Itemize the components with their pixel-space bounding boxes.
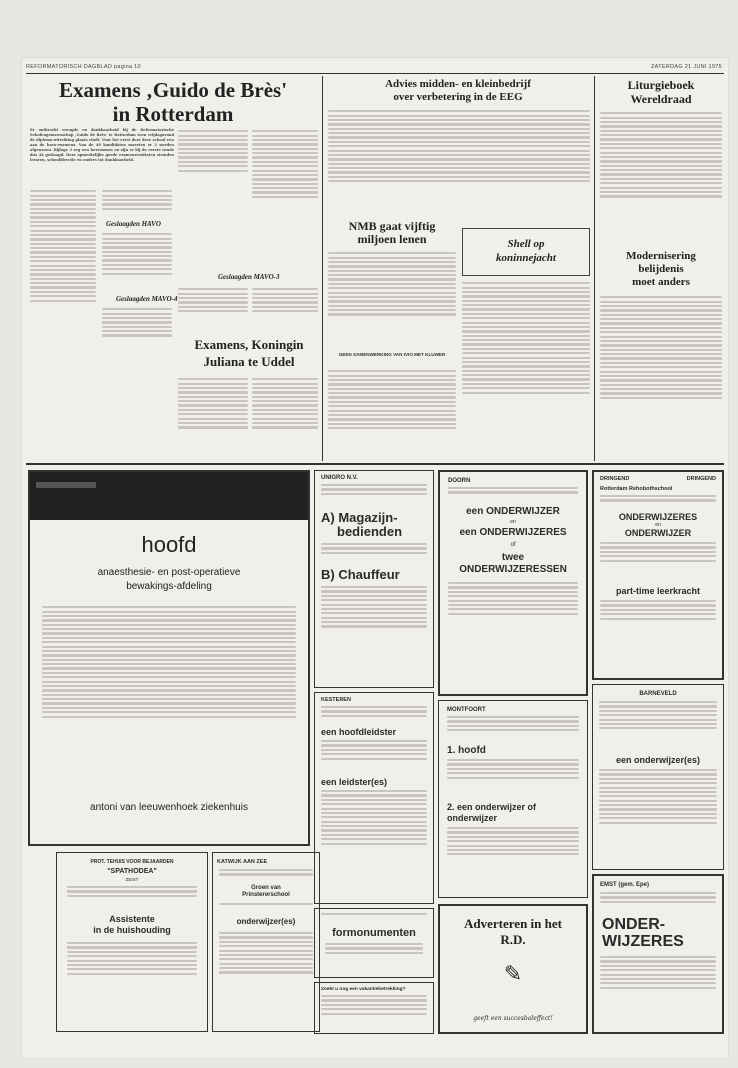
ad-doorn-role1: een ONDERWIJZER (466, 506, 560, 517)
nmb-title-line1: NMB gaat vijftig (348, 219, 436, 233)
ad-doorn-or: of (510, 542, 516, 548)
ad-montfoort (438, 700, 588, 898)
eeg-title-line1: Advies midden- en kleinbedrijf (385, 78, 531, 90)
ad-katwijk-school (213, 885, 319, 899)
rotterdam-col3a (178, 128, 248, 188)
nmb-title-line2: miljoen lenen (357, 232, 427, 246)
ad-barneveld-intro (599, 701, 717, 751)
section-rule (26, 463, 724, 465)
ad-montfoort-title: MONTFOORT (447, 707, 486, 713)
ad-tehuis-role (57, 914, 207, 936)
ad-kesteren-mid (321, 740, 427, 774)
rotterdam-intro: Er ontbreekt vreugde en dankbaarheid bij de Reformatorische Scholengemeenschap ‚Guido de Brès' te Rotterdam toen vrijdagavond de diploma-uitreiking plaats vindt. Voor het eerst doet deze school een aan de havo-examens. Van de 49 kandidaten moesten er 2 worden afgewezen. Rijlage 3 zeg een herexamen en zijn er bij de eerste ronde dus 44 geslaagd. Deze opmerkelijke goede examenresultaten stemden leraren, schooldirectie en ouders tot dankbaarheid. (30, 128, 174, 162)
modernisering-body (600, 294, 722, 460)
ad-hoofd-sub1: anaesthesie- en post-operatieve (97, 567, 241, 578)
rotterdam-col4a (252, 128, 318, 228)
ad-doorn-en: en (510, 519, 516, 525)
rotterdam-sub-mavo3: Geslaagden MAVO-3 (218, 273, 280, 281)
ad-tehuis-city: ZEIST (125, 877, 139, 882)
ad-montfoort-mid (447, 759, 579, 799)
ad-emst-intro (600, 892, 716, 912)
shell-title-line1: Shell op (507, 238, 545, 250)
ad-tehuis (56, 852, 208, 1032)
koningin-headline (178, 336, 320, 370)
ad-doorn-body (448, 582, 578, 646)
ivio-body (328, 368, 456, 460)
ad-rd-title-line2: R.D. (500, 932, 526, 947)
modernisering-title-line2: belijdenis (638, 263, 684, 275)
ad-kesteren-role2: een leidster(es) (321, 777, 388, 787)
ad-montfoort-body (447, 827, 579, 881)
ad-unigro (314, 470, 434, 688)
ad-tehuis-role2: in de huishouding (93, 925, 171, 935)
newspaper-header-left: REFORMATORISCH DAGBLAD pagina 10 (26, 64, 141, 70)
ad-zoekt (314, 982, 434, 1034)
ad-dringend-label2: DRINGEND (686, 476, 716, 482)
ad-doorn-intro (448, 487, 578, 503)
ad-katwijk-body (219, 932, 313, 1012)
ad-montfoort-intro (447, 716, 579, 742)
rotterdam-title-line2: in Rotterdam (112, 102, 234, 126)
ad-unigro-mid (321, 543, 427, 563)
ad-formonumenten-body (325, 943, 423, 967)
ad-dringend-or: en (655, 522, 661, 528)
ad-formonumenten-intro (321, 913, 427, 923)
ad-dringend-role2: ONDERWIJZER (624, 528, 692, 538)
ad-tehuis-title: PROT. TEHUIS VOOR BEJAARDEN (90, 859, 174, 865)
ad-dringend-label1: DRINGEND (600, 476, 630, 482)
ad-hoofd-logo (36, 482, 96, 488)
modernisering-headline (598, 250, 724, 289)
ad-doorn-role2: een ONDERWIJZERES (459, 527, 567, 538)
nmb-body (328, 250, 456, 348)
ad-doorn-role3 (440, 552, 586, 576)
ad-katwijk-school1: Groen van (251, 885, 281, 891)
ad-doorn-role3-a: twee (501, 552, 525, 563)
ad-kesteren-role1: een hoofdleidster (321, 727, 397, 737)
liturgie-headline (598, 78, 724, 106)
ad-montfoort-role1: 1. hoofd (447, 745, 486, 756)
ad-unigro-role2: B) Chauffeur (321, 567, 400, 582)
ad-doorn (438, 470, 588, 696)
rotterdam-col3b (178, 286, 248, 326)
ad-hoofd-title: hoofd (141, 532, 197, 557)
ad-emst-role2: WIJZERES (602, 933, 684, 950)
ad-dringend-school: Rotterdam Rehobothschool (600, 486, 673, 492)
ad-barneveld (592, 684, 724, 870)
rotterdam-col2b (102, 231, 172, 291)
ad-kesteren-body (321, 790, 427, 890)
ad-zoekt-title: Zoekt u nog een vakantiebetrekking? (321, 987, 406, 992)
ad-tehuis-role1: Assistente (109, 914, 155, 924)
koningin-title-line2: Juliana te Uddel (203, 354, 295, 369)
shell-headline (463, 237, 589, 265)
ad-hoofd-footer: antoni van leeuwenhoek ziekenhuis (90, 802, 248, 813)
koningin-col2 (252, 376, 318, 456)
shell-title-line2: koninnejacht (496, 252, 556, 264)
newspaper-page (22, 58, 728, 1058)
ad-kesteren-intro (321, 706, 427, 724)
ad-unigro-role1-a: A) Magazijn- (321, 510, 398, 525)
ad-doorn-title: DOORN (448, 478, 471, 484)
ad-unigro-body (321, 586, 427, 666)
eeg-headline (326, 78, 590, 104)
ad-montfoort-role2: 2. een onderwijzer of onderwijzer (447, 802, 537, 823)
ad-emst-body (600, 956, 716, 1016)
ad-emst (592, 874, 724, 1034)
ad-katwijk-mid (219, 903, 313, 913)
ad-unigro-intro (321, 484, 427, 508)
rotterdam-col1 (30, 188, 96, 348)
rotterdam-col2c (102, 306, 172, 350)
ad-rd-headline (440, 916, 586, 948)
ad-emst-role1: ONDER- (602, 916, 666, 933)
ad-barneveld-body (599, 769, 717, 865)
nmb-sub: GEEN SAMENWERKING VAN IVIO MET KLUWER (338, 352, 446, 357)
ad-rd-title-line1: Adverteren in het (464, 916, 562, 931)
ad-kesteren (314, 692, 434, 904)
ad-barneveld-role: een onderwijzer(es) (615, 755, 701, 765)
ad-hoofd-body (42, 604, 296, 774)
rotterdam-col4b (252, 286, 318, 326)
ad-tehuis-intro (67, 886, 197, 910)
ad-dringend-body (600, 600, 716, 640)
header-rule (26, 73, 724, 74)
liturgie-body (600, 110, 722, 246)
ad-hoofd-banner (30, 472, 308, 520)
ad-doorn-role3-b: ONDERWIJZERESSEN (459, 564, 567, 575)
ad-katwijk-role: onderwijzer(es) (236, 917, 296, 926)
eeg-body (328, 108, 590, 216)
liturgie-title-line1: Liturgieboek (627, 78, 695, 92)
ad-emst-title: EMST (gem. Epe) (600, 882, 650, 888)
ad-dringend-mid (600, 542, 716, 582)
shell-body (462, 280, 590, 460)
ad-katwijk-title: KATWIJK AAN ZEE (217, 859, 268, 865)
ad-katwijk-school2: Prinstererschool (242, 892, 290, 898)
ad-rd-illustration: ✎ (503, 962, 523, 987)
ad-kesteren-title: KESTEREN (321, 697, 351, 703)
rotterdam-sub-havo: Geslaagden HAVO (106, 220, 161, 228)
koningin-col1 (178, 376, 248, 456)
newspaper-header-date: ZATERDAG 21 JUNI 1975 (651, 64, 722, 70)
nmb-headline (326, 220, 458, 246)
ad-unigro-company: UNIGRO N.V. (321, 475, 358, 481)
rotterdam-col2a (102, 188, 172, 218)
modernisering-title-line3: moet anders (632, 276, 690, 288)
ad-hoofd (28, 470, 310, 846)
ad-rd-slogan: geeft een succesbaleffect! (473, 1015, 553, 1022)
ad-barneveld-title: BARNEVELD (639, 691, 677, 697)
column-rule-1 (322, 76, 323, 461)
rotterdam-headline (28, 78, 318, 126)
ad-dringend-intro (600, 495, 716, 509)
ad-emst-role (602, 916, 722, 950)
liturgie-title-line2: Wereldraad (630, 92, 692, 106)
ad-unigro-role1 (321, 511, 433, 539)
modernisering-title-line1: Modernisering (626, 250, 696, 262)
shell-headline-box (462, 228, 590, 276)
ad-dringend (592, 470, 724, 680)
ad-tehuis-name: "SPATHODEA" (107, 868, 157, 875)
ad-katwijk-intro (219, 869, 313, 881)
ad-rd (438, 904, 588, 1034)
ad-dringend-role3: part-time leerkracht (615, 586, 701, 596)
ad-dringend-role1: ONDERWIJZERES (618, 512, 698, 522)
ad-formonumenten (314, 908, 434, 978)
ad-tehuis-body (67, 942, 197, 1002)
ad-katwijk (212, 852, 320, 1032)
ad-dringend-labels (600, 476, 716, 482)
koningin-title-line1: Examens, Koningin (194, 337, 304, 352)
ad-hoofd-sub2: bewakings-afdeling (126, 581, 212, 592)
rotterdam-sub-mavo4: Geslaagden MAVO-4 (116, 295, 178, 303)
ad-formonumenten-title: formonumenten (332, 927, 416, 939)
column-rule-2 (594, 76, 595, 461)
rotterdam-title-line1: Examens ‚Guido de Brès' (58, 78, 288, 102)
ad-unigro-role1-b: bedienden (337, 524, 403, 539)
ad-zoekt-body (321, 995, 427, 1029)
ad-hoofd-subtitle (30, 566, 308, 594)
eeg-title-line2: over verbetering in de EEG (393, 91, 523, 103)
